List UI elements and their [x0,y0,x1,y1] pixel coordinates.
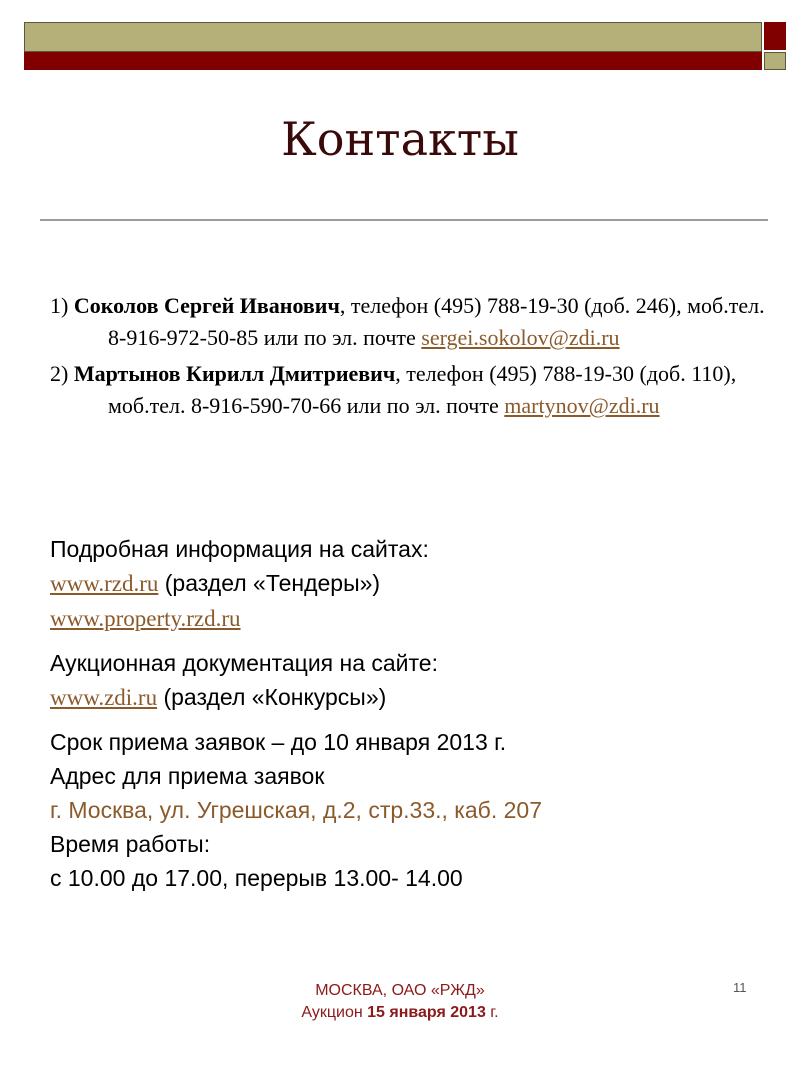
contact-number: 1) [50,293,69,318]
zdi-site-link[interactable]: www.zdi.ru [50,685,158,710]
contact-item [50,290,780,354]
docs-note: (раздел «Конкурсы») [157,684,387,710]
docs-heading: Аукционная документация на сайте: [50,650,438,676]
hours-label: Время работы: [50,831,211,857]
deadline-text: Срок приема заявок – до 10 января 2013 г. [50,729,507,755]
footer-line1: МОСКВА, ОАО «РЖД» [315,982,485,999]
info-section [50,532,790,895]
page-number: 11 [733,980,747,995]
header-maroon-bar [24,52,762,70]
contact-details: , телефон (495) 788-19-30 (доб. 246), моб.тел. 8-916-972-50-85 или по эл. почте [108,293,765,350]
contacts-list [50,290,780,426]
page-title: Контакты [281,112,519,166]
address-label: Адрес для приема заявок [50,763,325,789]
contact-number: 2) [50,361,69,386]
contact-item [50,358,780,422]
footer-line2-suffix: г. [485,1004,499,1021]
contact-email-link[interactable]: sergei.sokolov@zdi.ru [421,325,620,350]
site2-line [50,601,790,636]
address-text: г. Москва, ул. Угрешская, д.2, стр.33., каб. 207 [50,797,542,823]
footer-date: 15 января 2013 [367,1004,486,1021]
hours-text: с 10.00 до 17.00, перерыв 13.00- 14.00 [50,865,463,891]
footer-line2-prefix: Аукцион [301,1004,368,1021]
contact-details: , телефон (495) 788-19-30 (доб. 110), моб.тел. 8-916-590-70-66 или по эл. почте [108,361,737,418]
footer [0,980,800,1024]
contact-email-link[interactable]: martynov@zdi.ru [504,393,660,418]
header-olive-bar [24,22,762,52]
property-site-link[interactable]: www.property.rzd.ru [50,606,241,631]
site1-line [50,566,790,601]
contact-name: Мартынов Кирилл Дмитриевич [73,361,396,386]
contact-name: Соколов Сергей Иванович [73,293,340,318]
footer-line2 [0,1002,800,1024]
sites-heading: Подробная информация на сайтах: [50,536,429,562]
title-divider [40,219,768,221]
docs-line [50,680,790,715]
corner-olive-square [764,52,786,70]
site1-note: (раздел «Тендеры») [158,570,381,596]
rzd-site-link[interactable]: www.rzd.ru [50,571,159,596]
corner-maroon-square [764,22,786,50]
